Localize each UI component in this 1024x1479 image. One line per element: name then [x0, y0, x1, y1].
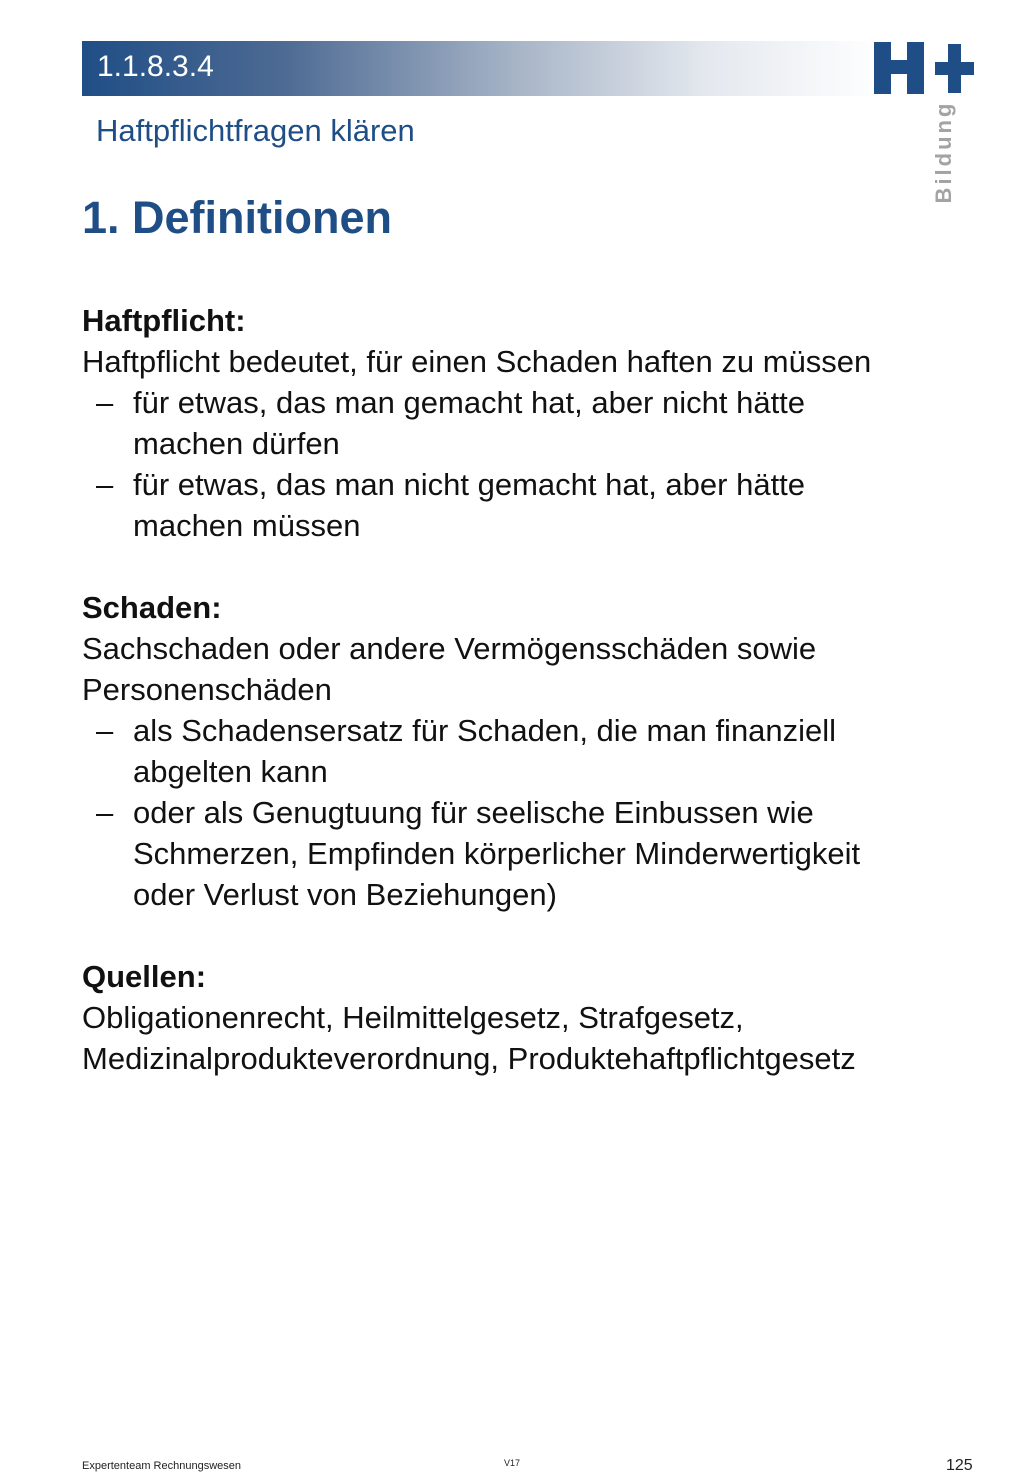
bullet-line: machen dürfen — [133, 426, 340, 461]
page-number: 125 — [946, 1457, 973, 1474]
footer-team: Expertenteam Rechnungswesen — [82, 1460, 241, 1472]
dash-marker: – — [96, 713, 114, 748]
bullet-line: machen müssen — [133, 508, 361, 543]
section-haftpflicht — [82, 300, 962, 546]
text-line: Haftpflicht bedeutet, für einen Schaden haften zu müssen — [82, 344, 872, 379]
dash-marker: – — [96, 795, 114, 830]
content — [82, 300, 962, 1120]
bullet-line: als Schadensersatz für Schaden, die man finanziell — [133, 713, 837, 748]
dash-marker: – — [96, 385, 114, 420]
bullet-line: oder als Genugtuung für seelische Einbussen wie — [133, 795, 814, 830]
header-bar — [82, 41, 882, 96]
bullet-line: für etwas, das man gemacht hat, aber nicht hätte — [133, 385, 806, 420]
bullet-item — [82, 792, 962, 915]
logo-text-bildung: Bildung — [931, 100, 956, 204]
bullet-item — [82, 464, 962, 546]
section-number: 1.1.8.3.4 — [97, 50, 214, 83]
bullet-line: oder Verlust von Beziehungen) — [133, 877, 557, 912]
text-line: Obligationenrecht, Heilmittelgesetz, Strafgesetz, — [82, 1000, 744, 1035]
bullet-item — [82, 382, 962, 464]
footer-version: V17 — [504, 1458, 521, 1468]
section-quellen — [82, 956, 962, 1079]
section-heading: Schaden: — [82, 590, 222, 625]
bullet-item — [82, 710, 962, 792]
bullet-line: für etwas, das man nicht gemacht hat, aber hätte — [133, 467, 806, 502]
dash-marker: – — [96, 467, 114, 502]
section-heading: Quellen: — [82, 959, 207, 994]
section-heading: Haftpflicht: — [82, 303, 246, 338]
bullet-line: abgelten kann — [133, 754, 328, 789]
text-line: Sachschaden oder andere Vermögensschäden sowie — [82, 631, 817, 666]
section-schaden — [82, 587, 962, 915]
page-subtitle: Haftpflichtfragen klären — [96, 113, 415, 148]
page-title: 1. Definitionen — [82, 192, 393, 243]
bullet-line: Schmerzen, Empfinden körperlicher Minderwertigkeit — [133, 836, 861, 871]
text-line: Personenschäden — [82, 672, 332, 707]
text-line: Medizinalprodukteverordnung, Produktehaftpflichtgesetz — [82, 1041, 856, 1076]
